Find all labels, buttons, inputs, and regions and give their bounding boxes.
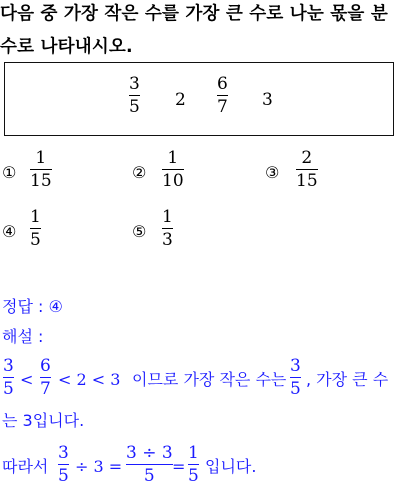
denominator: 5: [58, 466, 69, 486]
fraction-bar: [3, 377, 14, 378]
choice-4-mark[interactable]: ④: [2, 222, 17, 241]
choice-1-mark[interactable]: ①: [2, 163, 17, 182]
choice-3-mark[interactable]: ③: [265, 163, 280, 182]
fraction-bar: [217, 95, 228, 96]
equals-sign: =: [172, 457, 186, 476]
box-fraction-6-7: [217, 74, 228, 117]
numerator: 2: [301, 148, 313, 168]
choice-2-mark[interactable]: ②: [132, 163, 147, 182]
fraction-bar: [162, 169, 184, 170]
box-value-3: 3: [262, 90, 273, 110]
numerator: 1: [188, 443, 199, 463]
explain-line-3-prefix: 따라서: [2, 457, 49, 476]
inequality-rest: < 2 < 3: [58, 370, 121, 389]
numerator: 6: [217, 74, 228, 94]
denominator: 10: [162, 171, 184, 191]
numerator: 3: [58, 443, 69, 463]
denominator: 5: [3, 379, 14, 399]
numerator: 6: [40, 356, 51, 376]
explain-line-2: 는 3입니다.: [2, 411, 85, 430]
question-line-2: 수로 나타내시오.: [0, 37, 133, 57]
denominator: 5: [143, 466, 155, 486]
fraction-bar: [162, 228, 173, 229]
fraction-bar: [126, 464, 173, 465]
explain-fraction-3-5: [3, 356, 14, 399]
explain-text-1-tail: , 가장 큰 수: [306, 370, 389, 389]
fraction-bar: [290, 377, 301, 378]
calc-fraction-3-5: [58, 443, 69, 486]
numerator: 3: [3, 356, 14, 376]
choice-5-mark[interactable]: ⑤: [132, 222, 147, 241]
denominator: 5: [30, 230, 41, 250]
choice-5-fraction[interactable]: [162, 207, 173, 250]
denominator: 3: [162, 230, 173, 250]
calc-fraction-3div3-5: [126, 443, 173, 486]
fraction-bar: [30, 228, 41, 229]
numerator: 3 ÷ 3: [126, 443, 173, 463]
fraction-bar: [296, 169, 318, 170]
fraction-bar: [30, 169, 52, 170]
question-line-1: 다음 중 가장 작은 수를 가장 큰 수로 나눈 몫을 분: [0, 4, 388, 24]
denominator: 5: [188, 466, 199, 486]
fraction-bar: [188, 464, 199, 465]
choice-1-fraction[interactable]: [30, 148, 52, 191]
box-value-2: 2: [175, 90, 186, 110]
fraction-bar: [58, 464, 69, 465]
explain-line-3-tail: 입니다.: [205, 457, 257, 476]
denominator: 7: [217, 97, 228, 117]
denominator: 15: [30, 171, 52, 191]
denominator: 5: [290, 379, 301, 399]
choice-3-fraction[interactable]: [296, 148, 318, 191]
explanation-label: 해설 :: [2, 327, 44, 346]
numerator: 1: [167, 148, 179, 168]
numerator: 3: [129, 74, 140, 94]
denominator: 7: [40, 379, 51, 399]
numerator: 3: [290, 356, 301, 376]
answer-label: 정답 : ④: [2, 297, 63, 316]
denominator: 15: [296, 171, 318, 191]
fraction-bar: [40, 377, 51, 378]
result-fraction-1-5: [188, 443, 199, 486]
choice-2-fraction[interactable]: [162, 148, 184, 191]
numerator: 1: [30, 207, 41, 227]
numerator: 1: [162, 207, 173, 227]
choice-4-fraction[interactable]: [30, 207, 41, 250]
smallest-fraction: [290, 356, 301, 399]
denominator: 5: [129, 97, 140, 117]
value-box: [4, 62, 394, 136]
less-than-sign: <: [20, 370, 34, 389]
divide-by-3: ÷ 3 =: [75, 457, 123, 476]
explain-text-1: 이므로 가장 작은 수는: [132, 370, 287, 389]
fraction-bar: [129, 95, 140, 96]
numerator: 1: [35, 148, 47, 168]
box-fraction-3-5: [129, 74, 140, 117]
explain-fraction-6-7: [40, 356, 51, 399]
